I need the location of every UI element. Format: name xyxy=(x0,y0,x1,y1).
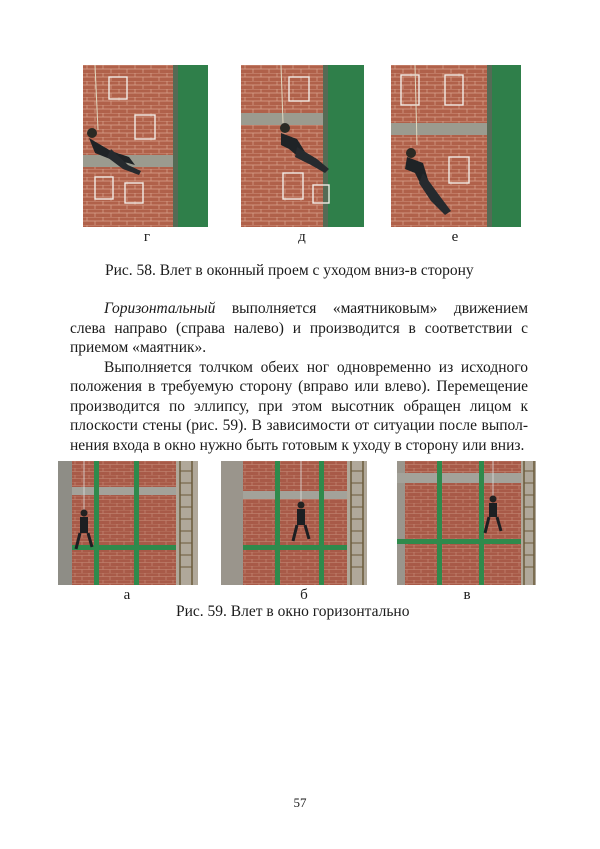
paragraph-horizontal xyxy=(70,299,528,358)
term-horizontal: Горизонтальный xyxy=(104,300,216,317)
fig58-photo-g xyxy=(83,65,208,227)
fig58-caption: Рис. 58. Влет в оконный проем с уходом вниз-в сторону xyxy=(105,262,474,279)
fig59-label-a: а xyxy=(123,587,131,603)
page-number: 57 xyxy=(293,795,307,810)
fig59-photo-v xyxy=(397,461,536,585)
paragraph-2: Выполняется толчком обеих ног одновременно из исходного положения в требуемую сторону (вправо или влево). Перемещение производится по эллипсу, при этом высотник обращен лицом к плоскости стены (рис. 59). В зависимости от ситуации после выпол-нения входа в окно нужно быть готовым к уходу в сторону или вниз. xyxy=(70,358,528,454)
fig58-label-d: д xyxy=(298,229,306,245)
fig58-label-e: е xyxy=(451,229,459,245)
fig59-photo-a xyxy=(58,461,198,585)
fig59-label-v: в xyxy=(463,587,471,603)
fig59-caption: Рис. 59. Влет в окно горизонтально xyxy=(176,603,410,620)
fig58-label-g: г xyxy=(143,229,151,245)
fig59-label-b: б xyxy=(300,587,308,603)
fig58-photo-e xyxy=(391,65,521,227)
paragraph-1-rest: выполняется «маятниковым» движением слева направо (справа налево) и производится в соответствии с приемом «маятник». xyxy=(70,300,528,356)
body-text xyxy=(70,299,528,455)
fig59-photo-b xyxy=(221,461,367,585)
fig58-photo-d xyxy=(241,65,364,227)
